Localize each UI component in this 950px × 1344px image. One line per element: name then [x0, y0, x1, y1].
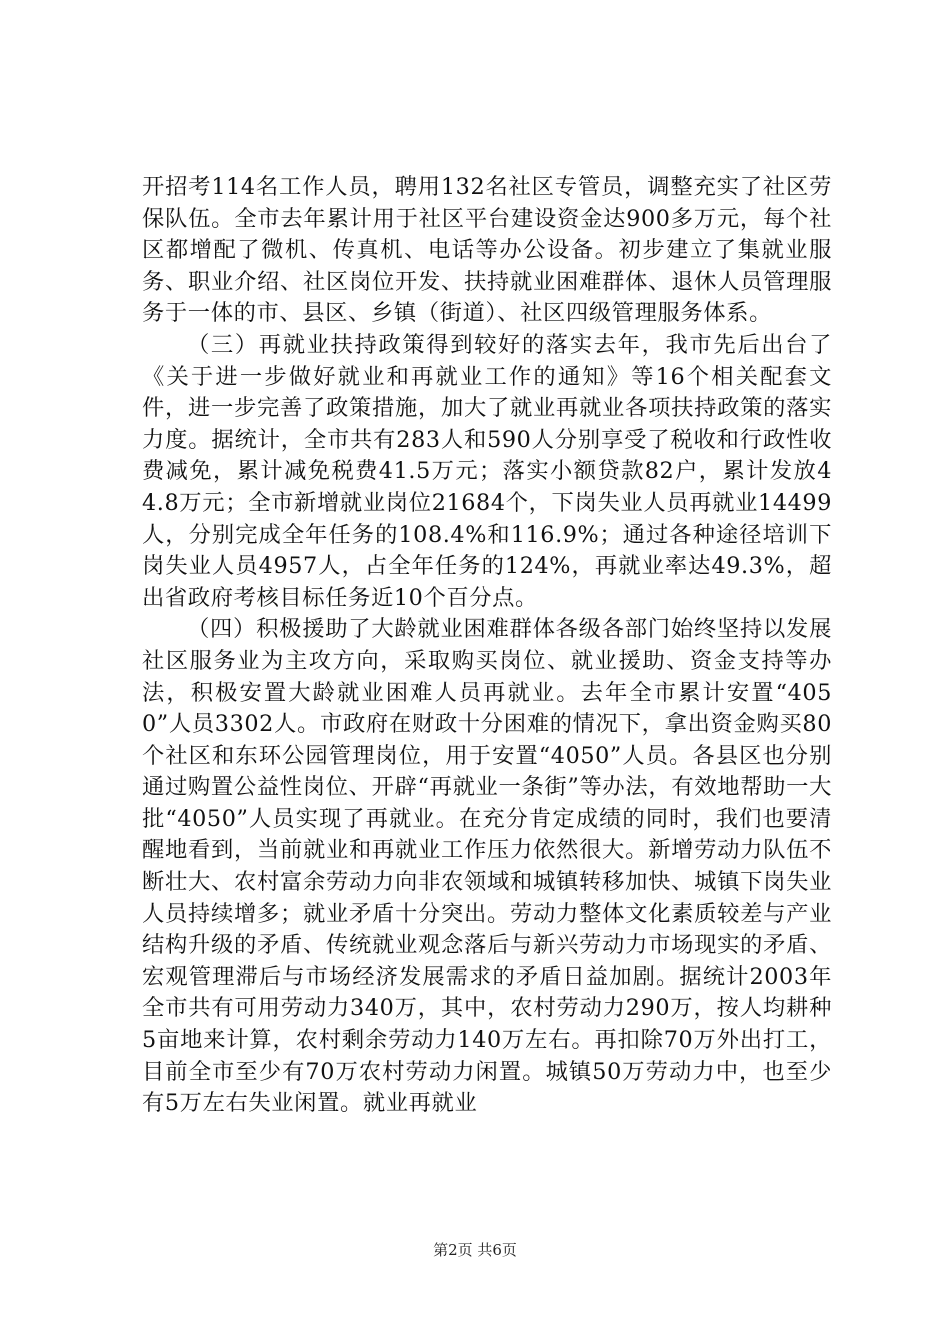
paragraph-section-three: （三）再就业扶持政策得到较好的落实去年，我市先后出台了《关于进一步做好就业和再就业工作的通知》等16个相关配套文件，进一步完善了政策措施，加大了就业再就业各项扶持政策的落实力度。据统计，全市共有283人和590人分别享受了税收和行政性收费减免，累计减免税费41.5万元；落实小额贷款82户，累计发放44.8万元；全市新增就业岗位21684个，下岗失业人员再就业14499人，分别完成全年任务的108.4%和116.9%；通过各种途径培训下岗失业人员4957人，占全年任务的124%，再就业率达49.3%，超出省政府考核目标任务近10个百分点。 — [142, 331, 832, 611]
page-number-footer: 第2页 共6页 — [433, 1241, 517, 1259]
document-body — [142, 172, 832, 1120]
paragraph-continuation: 开招考114名工作人员，聘用132名社区专管员，调整充实了社区劳保队伍。全市去年累计用于社区平台建设资金达900多万元，每个社区都增配了微机、传真机、电话等办公设备。初步建立了集就业服务、职业介绍、社区岗位开发、扶持就业困难群体、退休人员管理服务于一体的市、县区、乡镇（街道）、社区四级管理服务体系。 — [142, 174, 832, 327]
paragraph-section-four: （四）积极援助了大龄就业困难群体各级各部门始终坚持以发展社区服务业为主攻方向，采取购买岗位、就业援助、资金支持等办法，积极安置大龄就业困难人员再就业。去年全市累计安置“4050”人员3302人。市政府在财政十分困难的情况下，拿出资金购买80个社区和东环公园管理岗位，用于安置“4050”人员。各县区也分别通过购置公益性岗位、开辟“再就业一条街”等办法，有效地帮助一大批“4050”人员实现了再就业。在充分肯定成绩的同时，我们也要清醒地看到，当前就业和再就业工作压力依然很大。新增劳动力队伍不断壮大、农村富余劳动力向非农领域和城镇转移加快、城镇下岗失业人员持续增多；就业矛盾十分突出。劳动力整体文化素质较差与产业结构升级的矛盾、传统就业观念落后与新兴劳动力市场现实的矛盾、宏观管理滞后与市场经济发展需求的矛盾日益加剧。据统计2003年全市共有可用劳动力340万，其中，农村劳动力290万，按人均耕种5亩地来计算，农村剩余劳动力140万左右。再扣除70万外出打工，目前全市至少有70万农村劳动力闲置。城镇50万劳动力中，也至少有5万左右失业闲置。就业再就业 — [142, 616, 832, 1117]
